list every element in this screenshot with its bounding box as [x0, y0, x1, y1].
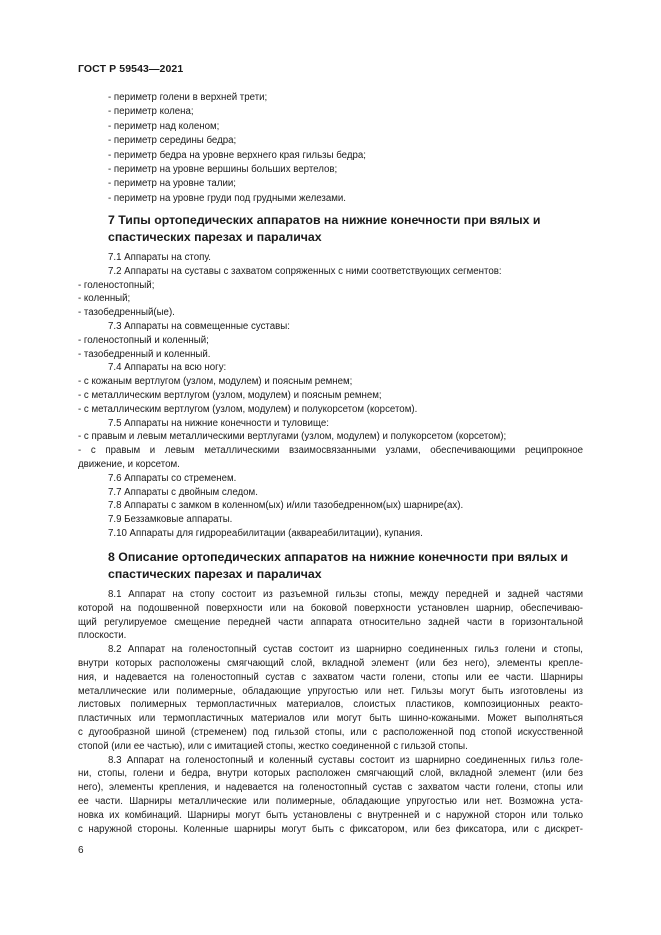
page-number: 6: [78, 845, 84, 856]
text-line: с дугообразной шиной (стременем) под гильзой стопы, или с расположенной под стопой искусственной: [78, 727, 583, 738]
text-line: 8.3 Аппарат на голеностопный и коленный суставы состоит из шарнирно соединенных гильз голе-: [108, 754, 583, 766]
text-line: ее части. Шарниры металлические или полимерные, обладающие упругостью или нет. Возможна уста-: [78, 796, 583, 807]
text-line: ния, и надевается на голеностопный сустав с захватом части голени, стопы или ее части. Шарниры: [78, 671, 583, 683]
text-line: стопой (или ее частью), или с имитацией стопы, жестко соединенной с гильзой стопы.: [78, 740, 468, 752]
text-line: 7.5 Аппараты на нижние конечности и туловище:: [108, 417, 329, 429]
text-line: 7.10 Аппараты для гидрореабилитации (аквареабилитации), купания.: [108, 528, 423, 539]
text-line: пластичных или термопластичных материалов или могут быть шинно-кожаными. Может выполняться: [78, 713, 583, 725]
text-line: внутри которых расположены смягчающий слой, вкладной элемент (или без него), элементы крепле-: [78, 658, 583, 669]
text-line: 7.6 Аппараты со стременем.: [108, 472, 237, 484]
text-line: с наружной стороны. Коленные шарниры могут быть с фиксатором, или без фиксатора, или с дискрет-: [78, 823, 583, 835]
text-line: 7.8 Аппараты с замком в коленном(ых) и/или тазобедренном(ых) шарнире(ах).: [108, 500, 464, 512]
text-line: - периметр бедра на уровне верхнего края гильзы бедра;: [108, 149, 366, 161]
text-line: листовых полимерных термопластичных материалов, слоистых пластиков, композиционных реакто-: [78, 699, 583, 711]
standard-header: ГОСТ Р 59543—2021: [78, 63, 184, 75]
text-line: 7.4 Аппараты на всю ногу:: [108, 362, 227, 374]
section-7-title: 7 Типы ортопедических аппаратов на нижние конечности при вялых и спастических парезах и параличах: [108, 213, 541, 244]
text-line: 7.2 Аппараты на суставы с захватом сопряженных с ними соответствующих сегментов:: [108, 265, 502, 277]
text-line: - периметр на уровне талии;: [108, 178, 236, 190]
text-line: - тазобедренный и коленный.: [78, 348, 211, 360]
text-line: движение, и корсетом.: [78, 459, 180, 470]
text-line: - с металлическим вертлугом (узлом, модулем) и поясным ремнем;: [78, 390, 382, 401]
text-line: - периметр колена;: [108, 106, 194, 118]
text-line: 8.1 Аппарат на стопу состоит из разъемной гильзы стопы, между передней и задней частями: [108, 589, 583, 600]
text-line: щий регулируемое смещение передней части аппарата относительно задней части в горизонтальной: [78, 616, 583, 628]
text-line: - голеностопный;: [78, 279, 155, 291]
text-line: - с правым и левым металлическими взаимосвязанными узлами, обеспечивающими реципрокное: [78, 445, 583, 457]
text-line: - с кожаным вертлугом (узлом, модулем) и поясным ремнем;: [78, 376, 353, 388]
text-line: 7.9 Беззамковые аппараты.: [108, 514, 233, 526]
text-line: 7.3 Аппараты на совмещенные суставы:: [108, 321, 290, 332]
text-line: которой на подошвенной поверхности или на боковой поверхности установлен шарнир, обеспечиваю-: [78, 602, 583, 614]
text-line: - коленный;: [78, 293, 131, 305]
text-line: - периметр на уровне вершины больших вертелов;: [108, 164, 338, 175]
text-line: - голеностопный и коленный;: [78, 334, 209, 346]
text-line: - периметр голени в верхней трети;: [108, 92, 268, 103]
text-line: ни, стопы, голени и бедра, внутри которых расположен смягчающий слой, вкладной элемент (или без: [78, 768, 583, 780]
text-line: - периметр над коленом;: [108, 120, 220, 132]
text-line: плоскости.: [78, 630, 127, 642]
text-line: новка их комбинаций. Шарниры могут быть установлены с внутренней и с наружной сторон или только: [78, 809, 583, 821]
section-8-title: 8 Описание ортопедических аппаратов на нижние конечности при вялых и спастических парезах и параличах: [108, 550, 569, 581]
text-line: - тазобедренный(ые).: [78, 307, 175, 319]
text-line: - с металлическим вертлугом (узлом, модулем) и полукорсетом (корсетом).: [78, 403, 418, 415]
text-line: 7.1 Аппараты на стопу.: [108, 252, 211, 263]
text-line: 8.2 Аппарат на голеностопный сустав состоит из шарнирно соединенных гильз голени и стопы,: [108, 644, 583, 656]
text-line: - периметр середины бедра;: [108, 135, 237, 147]
text-line: - с правым и левым металлическими вертлугами (узлом, модулем) и полукорсетом (корсетом);: [78, 431, 507, 443]
text-line: металлические или полимерные, обладающие упругостью или нет. Гильзы могут быть изготовлены из: [78, 685, 583, 697]
text-line: - периметр на уровне груди под грудными железами.: [108, 192, 346, 204]
text-line: 7.7 Аппараты с двойным следом.: [108, 486, 258, 498]
text-line: него), элементы крепления, и надевается на голеностопный сустав с захватом части голени, стопы или: [78, 782, 583, 794]
